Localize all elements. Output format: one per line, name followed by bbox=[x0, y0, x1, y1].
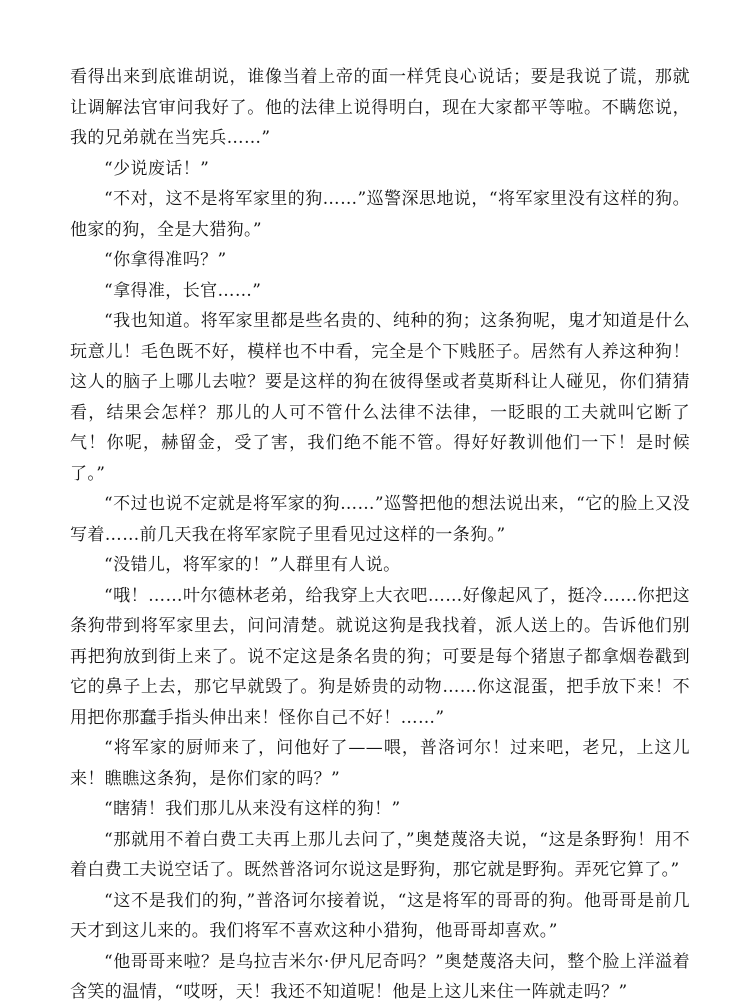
paragraph-12: “那就用不着白费工夫再上那儿去问了，”奥楚蔑洛夫说，“这是条野狗！用不着白费工夫说空话了。既然普洛诃尔说这是野狗，那它就是野狗。弄死它算了。” bbox=[70, 829, 690, 880]
paragraph-3: “不对，这不是将军家里的狗……”巡警深思地说，“将军家里没有这样的狗。他家的狗，全是大猎狗。” bbox=[70, 189, 690, 240]
paragraph-5: “拿得准，长官……” bbox=[104, 280, 262, 301]
paragraph-4: “你拿得准吗？” bbox=[104, 250, 227, 270]
paragraph-13: “这不是我们的狗，”普洛诃尔接着说，“这是将军的哥哥的狗。他哥哥是前几天才到这儿来的。我们将军不喜欢这种小猎狗，他哥哥却喜欢。” bbox=[70, 890, 690, 941]
paragraph-7: “不过也说不定就是将军家的狗……”巡警把他的想法说出来，“它的脸上又没写着……前几天我在将军家院子里看见过这样的一条狗。” bbox=[70, 494, 690, 545]
paragraph-2: “少说废话！” bbox=[104, 158, 210, 179]
paragraph-9: “哦！……叶尔德林老弟，给我穿上大衣吧……好像起风了，挺冷……你把这条狗带到将军家里去，问问清楚。就说这狗是我找着，派人送上的。告诉他们别再把狗放到街上来了。说不定这是条名贵的狗；可要是每个猪崽子都拿烟卷戳到它的鼻子上去，那它早就毁了。狗是娇贵的动物……你这混蛋，把手放下来！不用把你那蠢手指头伸出来！怪你自己不好！……” bbox=[70, 585, 690, 728]
paragraph-6: “我也知道。将军家里都是些名贵的、纯种的狗；这条狗呢，鬼才知道是什么玩意儿！毛色既不好，模样也不中看，完全是个下贱胚子。居然有人养这种狗！这人的脑子上哪儿去啦？要是这样的狗在彼得堡或者莫斯科让人碰见，你们猜猜看，结果会怎样？那儿的人可不管什么法律不法律，一眨眼的工夫就叫它断了气！你呢，赫留金，受了害，我们绝不能不管。得好好教训他们一下！是时候了。” bbox=[70, 311, 690, 484]
paragraph-14: “他哥哥来啦？是乌拉吉米尔·伊凡尼奇吗？”奥楚蔑洛夫问，整个脸上洋溢着含笑的温情，“哎呀，天！我还不知道呢！他是上这儿来住一阵就走吗？” bbox=[70, 951, 690, 1002]
book-page bbox=[70, 62, 690, 1008]
paragraph-8: “没错儿，将军家的！”人群里有人说。 bbox=[104, 555, 401, 575]
paragraph-1: 看得出来到底谁胡说，谁像当着上帝的面一样凭良心说话；要是我说了谎，那就让调解法官审问我好了。他的法律上说得明白，现在大家都平等啦。不瞒您说，我的兄弟就在当宪兵……” bbox=[70, 67, 690, 148]
paragraph-11: “瞎猜！我们那儿从来没有这样的狗！” bbox=[104, 799, 401, 819]
paragraph-10: “将军家的厨师来了，问他好了——喂，普洛诃尔！过来吧，老兄，上这儿来！瞧瞧这条狗，是你们家的吗？” bbox=[70, 738, 690, 789]
